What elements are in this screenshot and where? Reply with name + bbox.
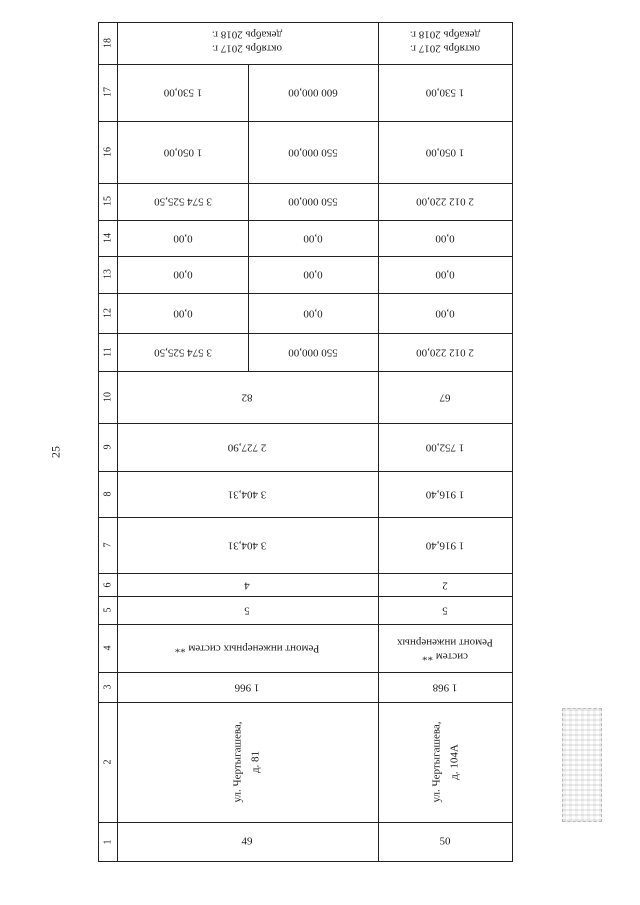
row-49-col5: 5 — [244, 604, 250, 617]
row-49-col8: 3 404,31 — [227, 488, 267, 501]
row-49-col6: 4 — [244, 579, 250, 592]
row-49-col16-b: 550 000,00 — [288, 146, 338, 159]
row-49-work-type: Ремонт инженерных систем ** — [174, 642, 320, 655]
row-50-col15: 2 012 220,00 — [416, 195, 474, 208]
row-49-col7: 3 404,31 — [227, 539, 267, 552]
row-50-work-type-line2: систем ** — [421, 650, 469, 663]
column-number-9: 9 — [102, 444, 114, 450]
row-50-col14: 0,00 — [435, 232, 455, 245]
row-49-col13-a: 0,00 — [173, 268, 193, 281]
row-50-period-end: декабрь 2018 г. — [409, 28, 481, 41]
column-number-14: 14 — [102, 233, 114, 243]
column-number-10: 10 — [102, 392, 114, 402]
row-49-col11-b: 550 000,00 — [288, 346, 338, 359]
column-number-2: 2 — [102, 759, 114, 765]
row-50-col6: 2 — [442, 579, 448, 592]
row-49-col14-b: 0,00 — [303, 232, 323, 245]
column-number-3: 3 — [102, 684, 114, 690]
column-number-1: 1 — [102, 839, 114, 845]
row-49-col12-b: 0,00 — [303, 307, 323, 320]
row-49-year: 1 966 — [234, 681, 260, 694]
row-49-col17-b: 600 000,00 — [288, 86, 338, 99]
row-49-period-start: октябрь 2017 г. — [211, 42, 283, 55]
row-49-address-line2: д. 81 — [249, 750, 262, 774]
row-50-col17: 1 530,00 — [425, 86, 465, 99]
row-50-col12: 0,00 — [435, 307, 455, 320]
row-50-col11: 2 012 220,00 — [416, 346, 474, 359]
column-number-18: 18 — [102, 38, 114, 48]
row-50-col9: 1 752,00 — [425, 441, 465, 454]
row-49-col11-a: 3 574 525,50 — [154, 346, 212, 359]
column-number-7: 7 — [102, 542, 114, 548]
row-50-col5: 5 — [442, 604, 448, 617]
row-49-col15-b: 550 000,00 — [288, 195, 338, 208]
row-49-col17-a: 1 530,00 — [163, 86, 203, 99]
column-number-16: 16 — [102, 147, 114, 157]
row-49-col14-a: 0,00 — [173, 232, 193, 245]
scan-artifact — [562, 708, 602, 822]
column-number-8: 8 — [102, 491, 114, 497]
row-49-period-end: декабрь 2018 г. — [211, 28, 283, 41]
row-50-col16: 1 050,00 — [425, 146, 465, 159]
column-number-15: 15 — [102, 196, 114, 206]
row-49-number: 49 — [241, 835, 253, 848]
row-50-work-type-line1: Ремонт инженерных — [397, 636, 493, 649]
row-50-period-start: октябрь 2017 г. — [409, 42, 481, 55]
row-50-year: 1 968 — [432, 681, 458, 694]
column-number-5: 5 — [102, 607, 114, 613]
row-50-address-line1: ул. Чертыгашева, — [430, 721, 443, 803]
row-50-col8: 1 916,40 — [425, 488, 465, 501]
row-50-col13: 0,00 — [435, 268, 455, 281]
column-number-17: 17 — [102, 87, 114, 97]
row-50-col7: 1 916,40 — [425, 539, 465, 552]
row-49-col10: 82 — [241, 391, 253, 404]
row-49-address-line1: ул. Чертыгашева, — [231, 721, 244, 803]
column-number-11: 11 — [102, 347, 114, 357]
page-number: 25 — [48, 446, 63, 458]
row-49-col13-b: 0,00 — [303, 268, 323, 281]
row-49-col16-a: 1 050,00 — [163, 146, 203, 159]
column-number-13: 13 — [102, 269, 114, 279]
column-number-6: 6 — [102, 582, 114, 588]
row-50-address-line2: д. 104А — [448, 744, 461, 780]
row-50-col10: 67 — [439, 391, 451, 404]
row-49-col12-a: 0,00 — [173, 307, 193, 320]
column-number-12: 12 — [102, 308, 114, 318]
column-number-4: 4 — [102, 645, 114, 651]
row-50-number: 50 — [439, 835, 451, 848]
row-49-col9: 2 727,90 — [227, 441, 267, 454]
row-49-col15-a: 3 574 525,50 — [154, 195, 212, 208]
